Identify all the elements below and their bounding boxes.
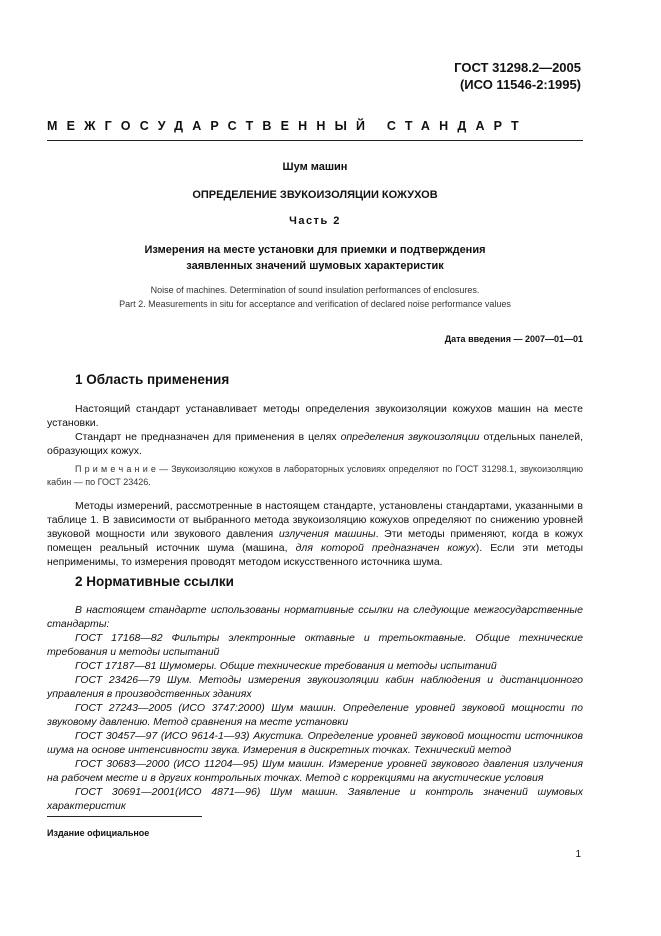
- p3-text-a: Методы измерений, рассмотренные в настоящем стандарте, установлены стандартами, указанными в таблице 1. В зависимости от выбранного метода звукоизоляцию кожухов определяют по снижению уровней звуковой мощности или звукового давления: [47, 500, 583, 540]
- reference-item: ГОСТ 30457—97 (ИСО 9614-1—93) Акустика. Определение уровней звуковой мощности источников шума на основе интенсивности звука. Измерения в дискретных точках. Технический метод: [47, 730, 583, 756]
- footer-rule: [47, 816, 202, 817]
- section-1-paragraph-1: Настоящий стандарт устанавливает методы определения звукоизоляции кожухов машин на месте установки.: [47, 403, 583, 429]
- title-main: ОПРЕДЕЛЕНИЕ ЗВУКОИЗОЛЯЦИИ КОЖУХОВ: [192, 189, 438, 201]
- p3-italic-2: для которой предназначен кожух: [295, 542, 476, 554]
- edition-label: Издание официальное: [47, 828, 150, 838]
- intro-date: Дата введения — 2007—01—01: [444, 334, 583, 344]
- reference-item: ГОСТ 27243—2005 (ИСО 3747:2000) Шум машин. Определение уровней звуковой мощности по звуковому давлению. Метод сравнения на месте установки: [47, 702, 583, 728]
- english-title: [47, 283, 583, 311]
- section-1-body: [47, 402, 583, 569]
- section-1-note: [47, 463, 583, 489]
- note-label: П р и м е ч а н и е: [75, 464, 156, 474]
- subtitle-line-2: заявленных значений шумовых характеристик: [186, 260, 444, 272]
- section-1-paragraph-3: [47, 499, 583, 569]
- reference-item: ГОСТ 17187—81 Шумомеры. Общие технические требования и методы испытаний: [75, 660, 497, 672]
- english-title-line-1: Noise of machines. Determination of sound insulation performances of enclosures.: [150, 285, 480, 295]
- section-2-intro: В настоящем стандарте использованы нормативные ссылки на следующие межгосударственные стандарты:: [47, 604, 583, 630]
- header-rule: [47, 140, 583, 141]
- p3-text-b: . Эти методы применяют, когда в кожух помещен реальный источник шума (машина,: [47, 528, 583, 554]
- section-1-paragraph-2: [47, 430, 583, 458]
- p2-italic: определения звукоизоляции: [340, 431, 480, 443]
- reference-item: ГОСТ 23426—79 Шум. Методы измерения звукоизоляции кабин наблюдения и дистанционного управления в производственных зданиях: [47, 674, 583, 700]
- section-1-heading: 1 Область применения: [75, 372, 230, 387]
- reference-item: ГОСТ 17168—82 Фильтры электронные октавные и третьоктавные. Общие технические требования и методы испытаний: [47, 632, 583, 658]
- page-number: 1: [575, 849, 581, 860]
- p3-italic-1: излучения машины: [278, 528, 376, 540]
- section-2-heading: 2 Нормативные ссылки: [75, 574, 234, 589]
- reference-item: ГОСТ 30691—2001(ИСО 4871—96) Шум машин. Заявление и контроль значений шумовых характеристик: [47, 786, 583, 812]
- title-small: Шум машин: [282, 161, 348, 173]
- p2-text-a: Стандарт не предназначен для применения в целях: [75, 431, 341, 443]
- section-2-body: [47, 603, 583, 813]
- subtitle-line-1: Измерения на месте установки для приемки и подтверждения: [144, 244, 486, 256]
- english-title-line-2: Part 2. Measurements in situ for acceptance and verification of declared noise performance values: [119, 299, 511, 309]
- standard-type-banner: МЕЖГОСУДАРСТВЕННЫЙ СТАНДАРТ: [47, 119, 528, 133]
- reference-item: ГОСТ 30683—2000 (ИСО 11204—95) Шум машин. Измерение уровней звукового давления излучения на рабочем месте и в других контрольных точках. Метод с коррекциями на акустические условия: [47, 758, 583, 784]
- p2-text-b: отдельных панелей, образующих кожух.: [47, 431, 584, 457]
- iso-number: (ИСО 11546-2:1995): [459, 77, 581, 92]
- document-code-block: [454, 59, 581, 93]
- p3-text-c: ). Если эти методы неприменимы, то измерения проводят методом искусственного источника шума.: [47, 542, 584, 568]
- gost-number: ГОСТ 31298.2—2005: [454, 60, 581, 75]
- title-part: Часть 2: [289, 215, 341, 227]
- title-subtitle: [47, 242, 583, 274]
- note-text: — Звукоизоляцию кожухов в лабораторных условиях определяют по ГОСТ 31298.1, звукоизоляцию кабин — по ГОСТ 23426.: [47, 464, 583, 487]
